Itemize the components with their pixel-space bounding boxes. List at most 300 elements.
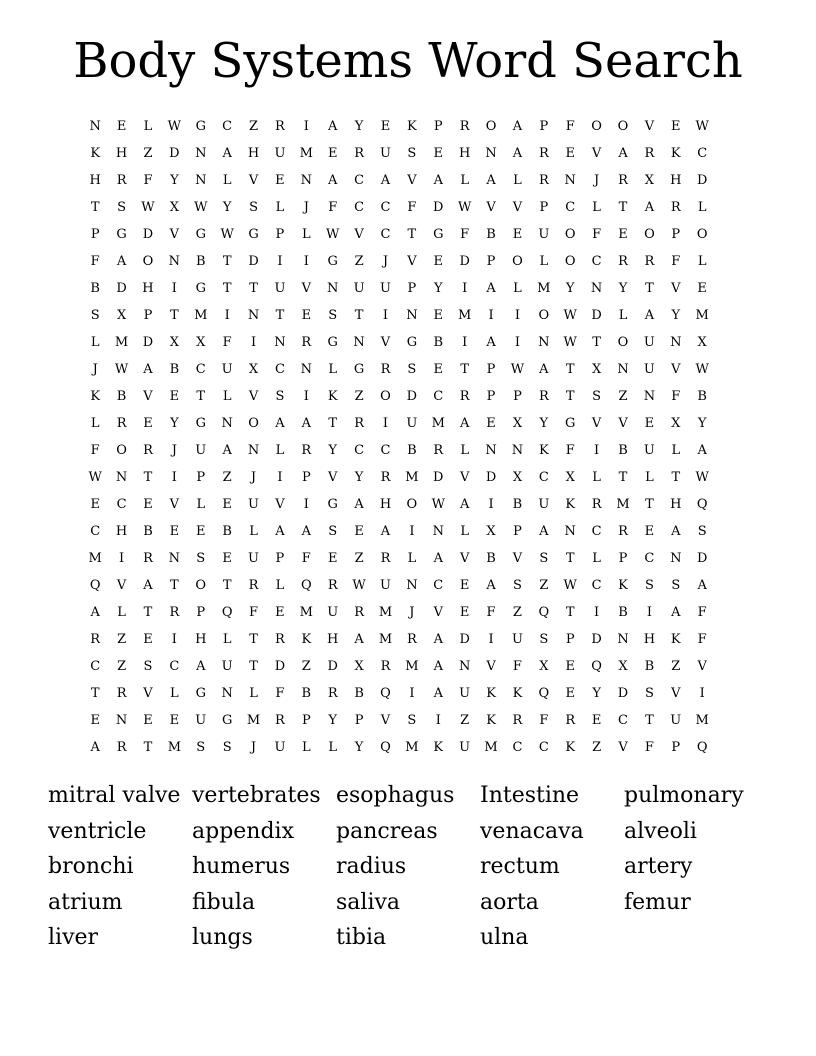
grid-letter[interactable]: E [143, 632, 153, 647]
grid-letter[interactable]: R [116, 686, 127, 701]
grid-letter[interactable]: C [538, 470, 549, 485]
grid-letter[interactable]: G [327, 335, 338, 350]
grid-letter[interactable]: U [380, 281, 391, 296]
grid-letter[interactable]: I [119, 551, 125, 566]
grid-letter[interactable]: N [617, 362, 629, 377]
grid-letter[interactable]: W [510, 362, 525, 377]
grid-letter[interactable]: B [169, 362, 180, 377]
grid-letter[interactable]: N [168, 551, 181, 566]
grid-letter[interactable]: T [222, 578, 232, 593]
grid-letter[interactable]: C [169, 659, 180, 674]
grid-letter[interactable]: V [486, 200, 496, 215]
grid-letter[interactable]: Y [671, 308, 681, 323]
grid-letter[interactable]: E [169, 713, 180, 728]
grid-letter[interactable]: Y [697, 416, 707, 431]
grid-letter[interactable]: K [538, 443, 549, 458]
grid-letter[interactable]: E [90, 497, 100, 512]
grid-letter[interactable]: N [195, 146, 207, 161]
grid-letter[interactable]: C [697, 146, 708, 161]
grid-letter[interactable]: R [380, 362, 391, 377]
grid-letter[interactable]: W [114, 362, 129, 377]
grid-letter[interactable]: L [645, 470, 654, 485]
grid-letter[interactable]: H [115, 524, 128, 539]
grid-letter[interactable]: N [538, 335, 550, 350]
grid-letter[interactable]: R [327, 578, 338, 593]
grid-letter[interactable]: C [591, 578, 602, 593]
grid-letter[interactable]: A [143, 578, 153, 593]
grid-letter[interactable]: B [486, 551, 496, 566]
grid-letter[interactable]: Y [433, 281, 443, 296]
grid-letter[interactable]: X [116, 308, 127, 323]
grid-letter[interactable]: D [142, 335, 154, 350]
grid-letter[interactable]: E [459, 578, 470, 593]
grid-letter[interactable]: G [327, 497, 338, 512]
grid-letter[interactable]: R [143, 443, 153, 458]
grid-letter[interactable]: V [459, 470, 470, 485]
grid-letter[interactable]: B [90, 281, 100, 296]
grid-letter[interactable]: A [644, 308, 655, 323]
grid-letter[interactable]: V [169, 227, 180, 242]
grid-letter[interactable]: K [90, 389, 101, 404]
grid-letter[interactable]: R [380, 470, 391, 485]
grid-letter[interactable]: S [644, 686, 654, 701]
grid-letter[interactable]: J [382, 254, 389, 269]
grid-letter[interactable]: Y [354, 119, 364, 134]
grid-letter[interactable]: X [565, 470, 575, 485]
grid-letter[interactable]: T [90, 686, 100, 701]
grid-letter[interactable]: C [512, 740, 523, 755]
grid-letter[interactable]: E [301, 308, 312, 323]
grid-letter[interactable]: C [591, 254, 602, 269]
grid-letter[interactable]: P [513, 524, 522, 539]
grid-letter[interactable]: M [431, 416, 445, 431]
grid-letter[interactable]: U [643, 335, 655, 350]
grid-letter[interactable]: L [222, 389, 232, 404]
grid-letter[interactable]: F [644, 740, 654, 755]
grid-letter[interactable]: W [695, 470, 709, 485]
grid-letter[interactable]: W [695, 362, 709, 377]
grid-letter[interactable]: A [328, 119, 338, 134]
grid-letter[interactable]: L [222, 632, 232, 647]
grid-letter[interactable]: M [405, 659, 419, 674]
grid-letter[interactable]: A [222, 146, 232, 161]
grid-letter[interactable]: U [248, 551, 260, 566]
grid-letter[interactable]: E [433, 254, 444, 269]
grid-letter[interactable]: A [539, 362, 549, 377]
grid-letter[interactable]: L [592, 470, 601, 485]
grid-letter[interactable]: T [196, 389, 206, 404]
grid-letter[interactable]: T [249, 632, 258, 647]
grid-letter[interactable]: K [433, 740, 444, 755]
grid-letter[interactable]: A [433, 659, 443, 674]
grid-letter[interactable]: S [143, 659, 153, 674]
grid-letter[interactable]: N [564, 173, 576, 188]
grid-letter[interactable]: X [618, 659, 628, 674]
grid-letter[interactable]: I [462, 281, 468, 296]
grid-letter[interactable]: N [221, 686, 233, 701]
grid-letter[interactable]: U [274, 740, 286, 755]
grid-letter[interactable]: A [486, 578, 496, 593]
grid-letter[interactable]: L [222, 173, 232, 188]
grid-letter[interactable]: O [485, 119, 497, 134]
grid-letter[interactable]: J [409, 605, 415, 620]
grid-letter[interactable]: Y [354, 740, 364, 755]
grid-letter[interactable]: V [486, 659, 496, 674]
grid-letter[interactable]: N [564, 524, 576, 539]
grid-letter[interactable]: S [407, 713, 417, 728]
grid-letter[interactable]: D [433, 470, 444, 485]
grid-letter[interactable]: P [433, 119, 443, 134]
grid-letter[interactable]: F [143, 173, 153, 188]
grid-letter[interactable]: R [354, 416, 364, 431]
grid-letter[interactable]: I [303, 389, 309, 404]
grid-letter[interactable]: S [407, 362, 417, 377]
grid-letter[interactable]: V [407, 254, 417, 269]
grid-letter[interactable]: O [696, 227, 708, 242]
grid-letter[interactable]: L [302, 740, 311, 755]
grid-letter[interactable]: Z [354, 389, 364, 404]
grid-letter[interactable]: D [248, 254, 259, 269]
grid-letter[interactable]: R [670, 200, 681, 215]
grid-letter[interactable]: K [512, 686, 523, 701]
grid-letter[interactable]: V [671, 281, 681, 296]
grid-letter[interactable]: V [328, 470, 338, 485]
grid-letter[interactable]: B [486, 227, 496, 242]
grid-letter[interactable]: L [671, 443, 681, 458]
grid-letter[interactable]: T [671, 470, 681, 485]
grid-letter[interactable]: L [170, 686, 179, 701]
grid-letter[interactable]: R [618, 173, 628, 188]
grid-letter[interactable]: A [644, 200, 655, 215]
grid-letter[interactable]: K [486, 713, 496, 728]
grid-letter[interactable]: F [90, 443, 100, 458]
grid-letter[interactable]: T [407, 227, 417, 242]
grid-letter[interactable]: E [433, 362, 444, 377]
grid-letter[interactable]: A [275, 524, 285, 539]
grid-letter[interactable]: F [697, 632, 707, 647]
grid-letter[interactable]: D [591, 632, 602, 647]
grid-letter[interactable]: U [511, 632, 523, 647]
grid-letter[interactable]: T [565, 362, 575, 377]
grid-letter[interactable]: U [538, 497, 550, 512]
grid-letter[interactable]: F [565, 443, 575, 458]
grid-letter[interactable]: P [565, 632, 575, 647]
grid-letter[interactable]: O [512, 254, 523, 269]
grid-letter[interactable]: C [618, 713, 628, 728]
grid-letter[interactable]: U [380, 146, 391, 161]
grid-letter[interactable]: E [196, 524, 206, 539]
grid-letter[interactable]: T [143, 740, 153, 755]
grid-letter[interactable]: N [195, 173, 207, 188]
grid-letter[interactable]: M [194, 308, 208, 323]
grid-letter[interactable]: M [114, 335, 129, 350]
grid-letter[interactable]: N [300, 362, 312, 377]
grid-letter[interactable]: V [354, 227, 364, 242]
grid-letter[interactable]: C [354, 173, 365, 188]
grid-letter[interactable]: L [592, 200, 601, 215]
grid-letter[interactable]: P [275, 227, 285, 242]
grid-letter[interactable]: Y [592, 686, 601, 701]
grid-letter[interactable]: U [353, 281, 365, 296]
grid-letter[interactable]: O [380, 389, 391, 404]
grid-letter[interactable]: B [301, 686, 312, 701]
grid-letter[interactable]: N [247, 308, 260, 323]
grid-letter[interactable]: R [591, 497, 602, 512]
grid-letter[interactable]: L [328, 362, 338, 377]
grid-letter[interactable]: K [670, 632, 681, 647]
grid-letter[interactable]: Z [512, 605, 522, 620]
grid-letter[interactable]: T [565, 605, 575, 620]
grid-letter[interactable]: E [275, 173, 285, 188]
grid-letter[interactable]: U [221, 659, 233, 674]
grid-letter[interactable]: H [670, 173, 682, 188]
grid-letter[interactable]: A [433, 686, 443, 701]
grid-letter[interactable]: A [380, 173, 391, 188]
grid-letter[interactable]: E [591, 713, 602, 728]
grid-letter[interactable]: N [485, 146, 497, 161]
grid-letter[interactable]: L [592, 551, 601, 566]
grid-letter[interactable]: S [117, 200, 127, 215]
grid-letter[interactable]: V [275, 497, 285, 512]
grid-letter[interactable]: U [221, 362, 233, 377]
grid-letter[interactable]: I [409, 524, 415, 539]
grid-letter[interactable]: L [460, 443, 469, 458]
grid-letter[interactable]: N [168, 254, 181, 269]
grid-letter[interactable]: G [353, 362, 365, 377]
grid-letter[interactable]: R [538, 173, 549, 188]
grid-letter[interactable]: P [196, 605, 206, 620]
grid-letter[interactable]: E [459, 605, 470, 620]
grid-letter[interactable]: C [274, 362, 285, 377]
grid-letter[interactable]: I [462, 335, 468, 350]
grid-letter[interactable]: L [697, 200, 707, 215]
grid-letter[interactable]: A [90, 605, 100, 620]
grid-letter[interactable]: V [512, 551, 523, 566]
grid-letter[interactable]: L [275, 578, 285, 593]
grid-letter[interactable]: Z [143, 146, 153, 161]
grid-letter[interactable]: W [563, 335, 577, 350]
grid-letter[interactable]: Z [618, 389, 628, 404]
grid-letter[interactable]: W [352, 578, 366, 593]
grid-letter[interactable]: N [670, 335, 682, 350]
grid-letter[interactable]: J [250, 740, 257, 755]
grid-letter[interactable]: O [116, 443, 127, 458]
grid-letter[interactable]: N [617, 632, 629, 647]
grid-letter[interactable]: H [379, 497, 392, 512]
grid-letter[interactable]: R [275, 632, 285, 647]
grid-letter[interactable]: B [222, 524, 232, 539]
grid-letter[interactable]: M [378, 605, 393, 620]
grid-letter[interactable]: S [249, 200, 258, 215]
grid-letter[interactable]: Y [618, 281, 628, 296]
grid-letter[interactable]: L [275, 200, 285, 215]
grid-letter[interactable]: N [353, 335, 365, 350]
grid-letter[interactable]: V [407, 173, 417, 188]
grid-letter[interactable]: G [195, 281, 206, 296]
grid-letter[interactable]: T [565, 551, 575, 566]
grid-letter[interactable]: C [380, 443, 391, 458]
grid-letter[interactable]: O [644, 227, 655, 242]
grid-letter[interactable]: A [697, 443, 707, 458]
grid-letter[interactable]: S [539, 551, 549, 566]
grid-letter[interactable]: Q [89, 578, 101, 593]
grid-letter[interactable]: U [327, 605, 339, 620]
grid-letter[interactable]: F [460, 227, 470, 242]
grid-letter[interactable]: L [407, 551, 417, 566]
grid-letter[interactable]: I [488, 497, 494, 512]
grid-letter[interactable]: H [458, 146, 471, 161]
grid-letter[interactable]: U [248, 497, 260, 512]
grid-letter[interactable]: I [171, 470, 177, 485]
grid-letter[interactable]: V [697, 659, 707, 674]
grid-letter[interactable]: M [167, 740, 182, 755]
grid-letter[interactable]: F [275, 686, 285, 701]
grid-letter[interactable]: A [459, 497, 470, 512]
grid-letter[interactable]: U [643, 362, 655, 377]
grid-letter[interactable]: P [539, 200, 549, 215]
grid-letter[interactable]: L [302, 227, 311, 242]
grid-letter[interactable]: E [143, 497, 153, 512]
grid-letter[interactable]: E [169, 524, 180, 539]
grid-letter[interactable]: L [697, 254, 707, 269]
grid-letter[interactable]: M [537, 281, 551, 296]
grid-letter[interactable]: H [89, 173, 101, 188]
grid-letter[interactable]: S [644, 578, 654, 593]
grid-letter[interactable]: U [459, 740, 471, 755]
grid-letter[interactable]: E [565, 686, 575, 701]
grid-letter[interactable]: S [328, 308, 338, 323]
grid-letter[interactable]: F [90, 254, 100, 269]
grid-letter[interactable]: L [513, 281, 522, 296]
grid-letter[interactable]: I [277, 470, 283, 485]
grid-letter[interactable]: A [671, 524, 681, 539]
grid-letter[interactable]: V [618, 416, 628, 431]
grid-letter[interactable]: F [486, 605, 496, 620]
grid-letter[interactable]: X [539, 659, 549, 674]
grid-letter[interactable]: I [409, 686, 415, 701]
grid-letter[interactable]: U [195, 443, 207, 458]
grid-letter[interactable]: O [406, 497, 418, 512]
grid-letter[interactable]: T [249, 281, 258, 296]
grid-letter[interactable]: E [354, 524, 364, 539]
grid-letter[interactable]: O [142, 254, 154, 269]
grid-letter[interactable]: N [643, 389, 656, 404]
grid-letter[interactable]: R [380, 551, 391, 566]
grid-letter[interactable]: O [564, 227, 576, 242]
grid-letter[interactable]: R [433, 443, 444, 458]
grid-letter[interactable]: F [539, 713, 549, 728]
grid-letter[interactable]: E [222, 497, 232, 512]
grid-letter[interactable]: S [196, 740, 206, 755]
grid-letter[interactable]: T [592, 335, 601, 350]
grid-letter[interactable]: O [617, 335, 629, 350]
grid-letter[interactable]: A [459, 416, 470, 431]
grid-letter[interactable]: A [354, 497, 364, 512]
grid-letter[interactable]: A [328, 173, 338, 188]
grid-letter[interactable]: S [275, 389, 285, 404]
grid-letter[interactable]: W [326, 227, 340, 242]
grid-letter[interactable]: X [248, 362, 259, 377]
grid-letter[interactable]: R [327, 686, 338, 701]
grid-letter[interactable]: E [565, 659, 575, 674]
grid-letter[interactable]: M [299, 605, 313, 620]
grid-letter[interactable]: L [275, 443, 285, 458]
grid-letter[interactable]: U [459, 686, 471, 701]
grid-letter[interactable]: L [196, 497, 206, 512]
grid-letter[interactable]: T [565, 389, 575, 404]
grid-letter[interactable]: R [644, 146, 655, 161]
grid-letter[interactable]: V [380, 713, 391, 728]
grid-letter[interactable]: C [116, 497, 127, 512]
grid-letter[interactable]: L [143, 119, 153, 134]
grid-letter[interactable]: R [275, 119, 285, 134]
grid-letter[interactable]: R [380, 659, 391, 674]
grid-letter[interactable]: G [327, 254, 338, 269]
grid-letter[interactable]: W [220, 227, 234, 242]
grid-letter[interactable]: U [538, 227, 550, 242]
grid-letter[interactable]: D [459, 254, 470, 269]
grid-letter[interactable]: I [646, 605, 652, 620]
grid-letter[interactable]: X [697, 335, 707, 350]
grid-letter[interactable]: X [512, 416, 523, 431]
grid-letter[interactable]: M [458, 308, 472, 323]
grid-letter[interactable]: U [643, 443, 655, 458]
grid-letter[interactable]: O [617, 119, 629, 134]
grid-letter[interactable]: W [431, 497, 445, 512]
grid-letter[interactable]: Z [117, 632, 127, 647]
grid-letter[interactable]: A [380, 524, 391, 539]
grid-letter[interactable]: Y [328, 713, 337, 728]
grid-letter[interactable]: F [565, 119, 575, 134]
grid-letter[interactable]: R [459, 119, 470, 134]
grid-letter[interactable]: T [249, 659, 258, 674]
grid-letter[interactable]: N [247, 443, 260, 458]
grid-letter[interactable]: P [486, 254, 496, 269]
grid-letter[interactable]: H [115, 146, 128, 161]
grid-letter[interactable]: C [195, 362, 206, 377]
grid-letter[interactable]: T [328, 416, 338, 431]
grid-letter[interactable]: D [696, 173, 708, 188]
grid-letter[interactable]: X [486, 524, 496, 539]
grid-letter[interactable]: K [486, 686, 496, 701]
grid-letter[interactable]: I [699, 686, 705, 701]
grid-letter[interactable]: V [143, 389, 153, 404]
grid-letter[interactable]: D [142, 227, 154, 242]
grid-letter[interactable]: T [275, 308, 285, 323]
grid-letter[interactable]: K [327, 389, 338, 404]
grid-letter[interactable]: S [222, 740, 232, 755]
grid-letter[interactable]: I [303, 119, 309, 134]
grid-letter[interactable]: W [194, 200, 208, 215]
grid-letter[interactable]: H [670, 497, 682, 512]
grid-letter[interactable]: A [618, 146, 628, 161]
grid-letter[interactable]: X [169, 335, 179, 350]
grid-letter[interactable]: G [433, 227, 444, 242]
grid-letter[interactable]: P [539, 119, 549, 134]
grid-letter[interactable]: A [196, 659, 206, 674]
grid-letter[interactable]: D [116, 281, 127, 296]
grid-letter[interactable]: P [301, 470, 311, 485]
grid-letter[interactable]: G [248, 227, 259, 242]
grid-letter[interactable]: K [565, 740, 576, 755]
grid-letter[interactable]: A [671, 605, 681, 620]
grid-letter[interactable]: W [695, 119, 709, 134]
grid-letter[interactable]: I [488, 632, 494, 647]
grid-letter[interactable]: T [645, 281, 654, 296]
grid-letter[interactable]: K [407, 119, 417, 134]
grid-letter[interactable]: G [195, 686, 206, 701]
grid-letter[interactable]: E [169, 389, 180, 404]
